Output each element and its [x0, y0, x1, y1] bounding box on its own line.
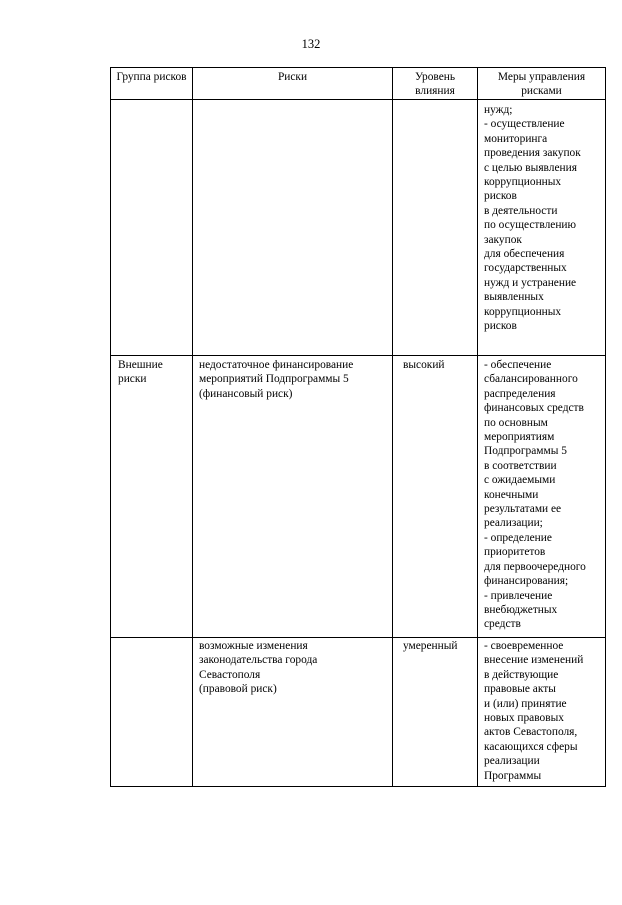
table-row: [111, 638, 606, 787]
risk-cell: недостаточное финансирование мероприятий Подпрограммы 5 (финансовый риск): [193, 356, 393, 638]
risk-cell: возможные изменения законодательства города Севастополя (правовой риск): [193, 638, 393, 787]
impact-level-cell: высокий: [393, 356, 478, 638]
table-row: [111, 356, 606, 638]
risk-group-cell: [111, 638, 193, 787]
measures-cell: - своевременное внесение изменений в действующие правовые акты и (или) принятие новых правовых актов Севастополя, касающихся сферы реализации Программы: [478, 638, 606, 787]
header-risk-group: Группа рисков: [111, 68, 193, 100]
header-management-measures: Меры управления рисками: [478, 68, 606, 100]
measures-cell: нужд; - осуществление мониторинга проведения закупок с целью выявления коррупционных рисков в деятельности по осуществлению закупок для обеспечения государственных нужд и устранение выявленных коррупционных рисков: [478, 100, 606, 356]
table-header-row: [111, 68, 606, 100]
impact-level-cell: умеренный: [393, 638, 478, 787]
header-impact-level: Уровень влияния: [393, 68, 478, 100]
measures-cell: - обеспечение сбалансированного распределения финансовых средств по основным мероприятиям Подпрограммы 5 в соответствии с ожидаемыми конечными результатами ее реализации; - определение приоритетов для первоочередного финансирования; - привлечение внебюджетных средств: [478, 356, 606, 638]
risk-group-cell: [111, 100, 193, 356]
page-number: 132: [301, 37, 321, 51]
risk-group-cell: Внешние риски: [111, 356, 193, 638]
impact-level-cell: [393, 100, 478, 356]
table-row: [111, 100, 606, 356]
risk-cell: [193, 100, 393, 356]
header-risks: Риски: [193, 68, 393, 100]
risk-table: [110, 67, 606, 787]
